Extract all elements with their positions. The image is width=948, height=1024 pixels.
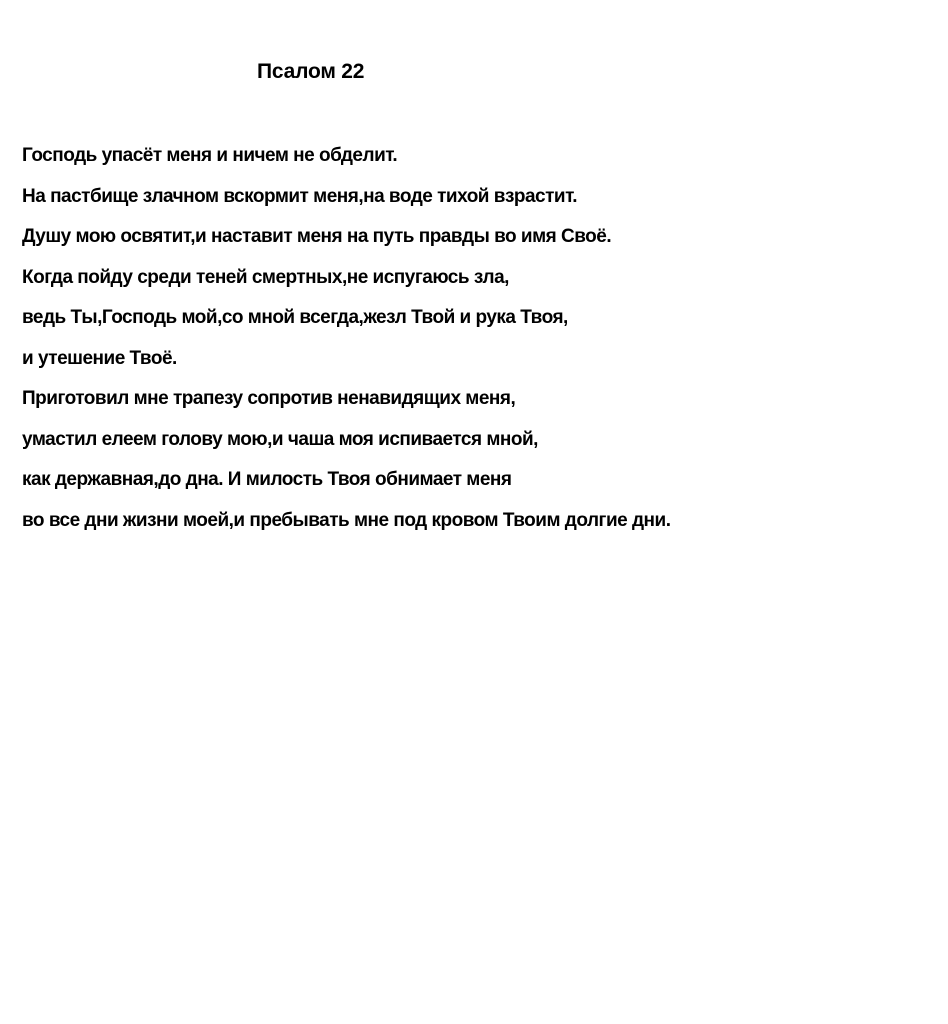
- text-line: и утешение Твоё.: [22, 347, 177, 369]
- psalm-text: [22, 136, 942, 541]
- text-line: во все дни жизни моей,и пребывать мне под кровом Твоим долгие дни.: [22, 509, 671, 531]
- text-line: Когда пойду среди теней смертных,не испугаюсь зла,: [22, 266, 509, 288]
- text-line: ведь Ты,Господь мой,со мной всегда,жезл Твой и рука Твоя,: [22, 307, 568, 328]
- document-title: Псалом 22: [257, 60, 365, 83]
- text-line: На пастбище злачном вскормит меня,на воде тихой взрастит.: [22, 185, 578, 207]
- text-line: умастил елеем голову мою,и чаша моя испивается мной,: [22, 428, 538, 450]
- text-line: как державная,до дна. И милость Твоя обнимает меня: [22, 469, 512, 490]
- text-line: Господь упасёт меня и ничем не обделит.: [22, 145, 398, 166]
- text-line: Приготовил мне трапезу сопротив ненавидящих меня,: [22, 388, 516, 409]
- text-line: Душу мою освятит,и наставит меня на путь правды во имя Своё.: [22, 226, 612, 247]
